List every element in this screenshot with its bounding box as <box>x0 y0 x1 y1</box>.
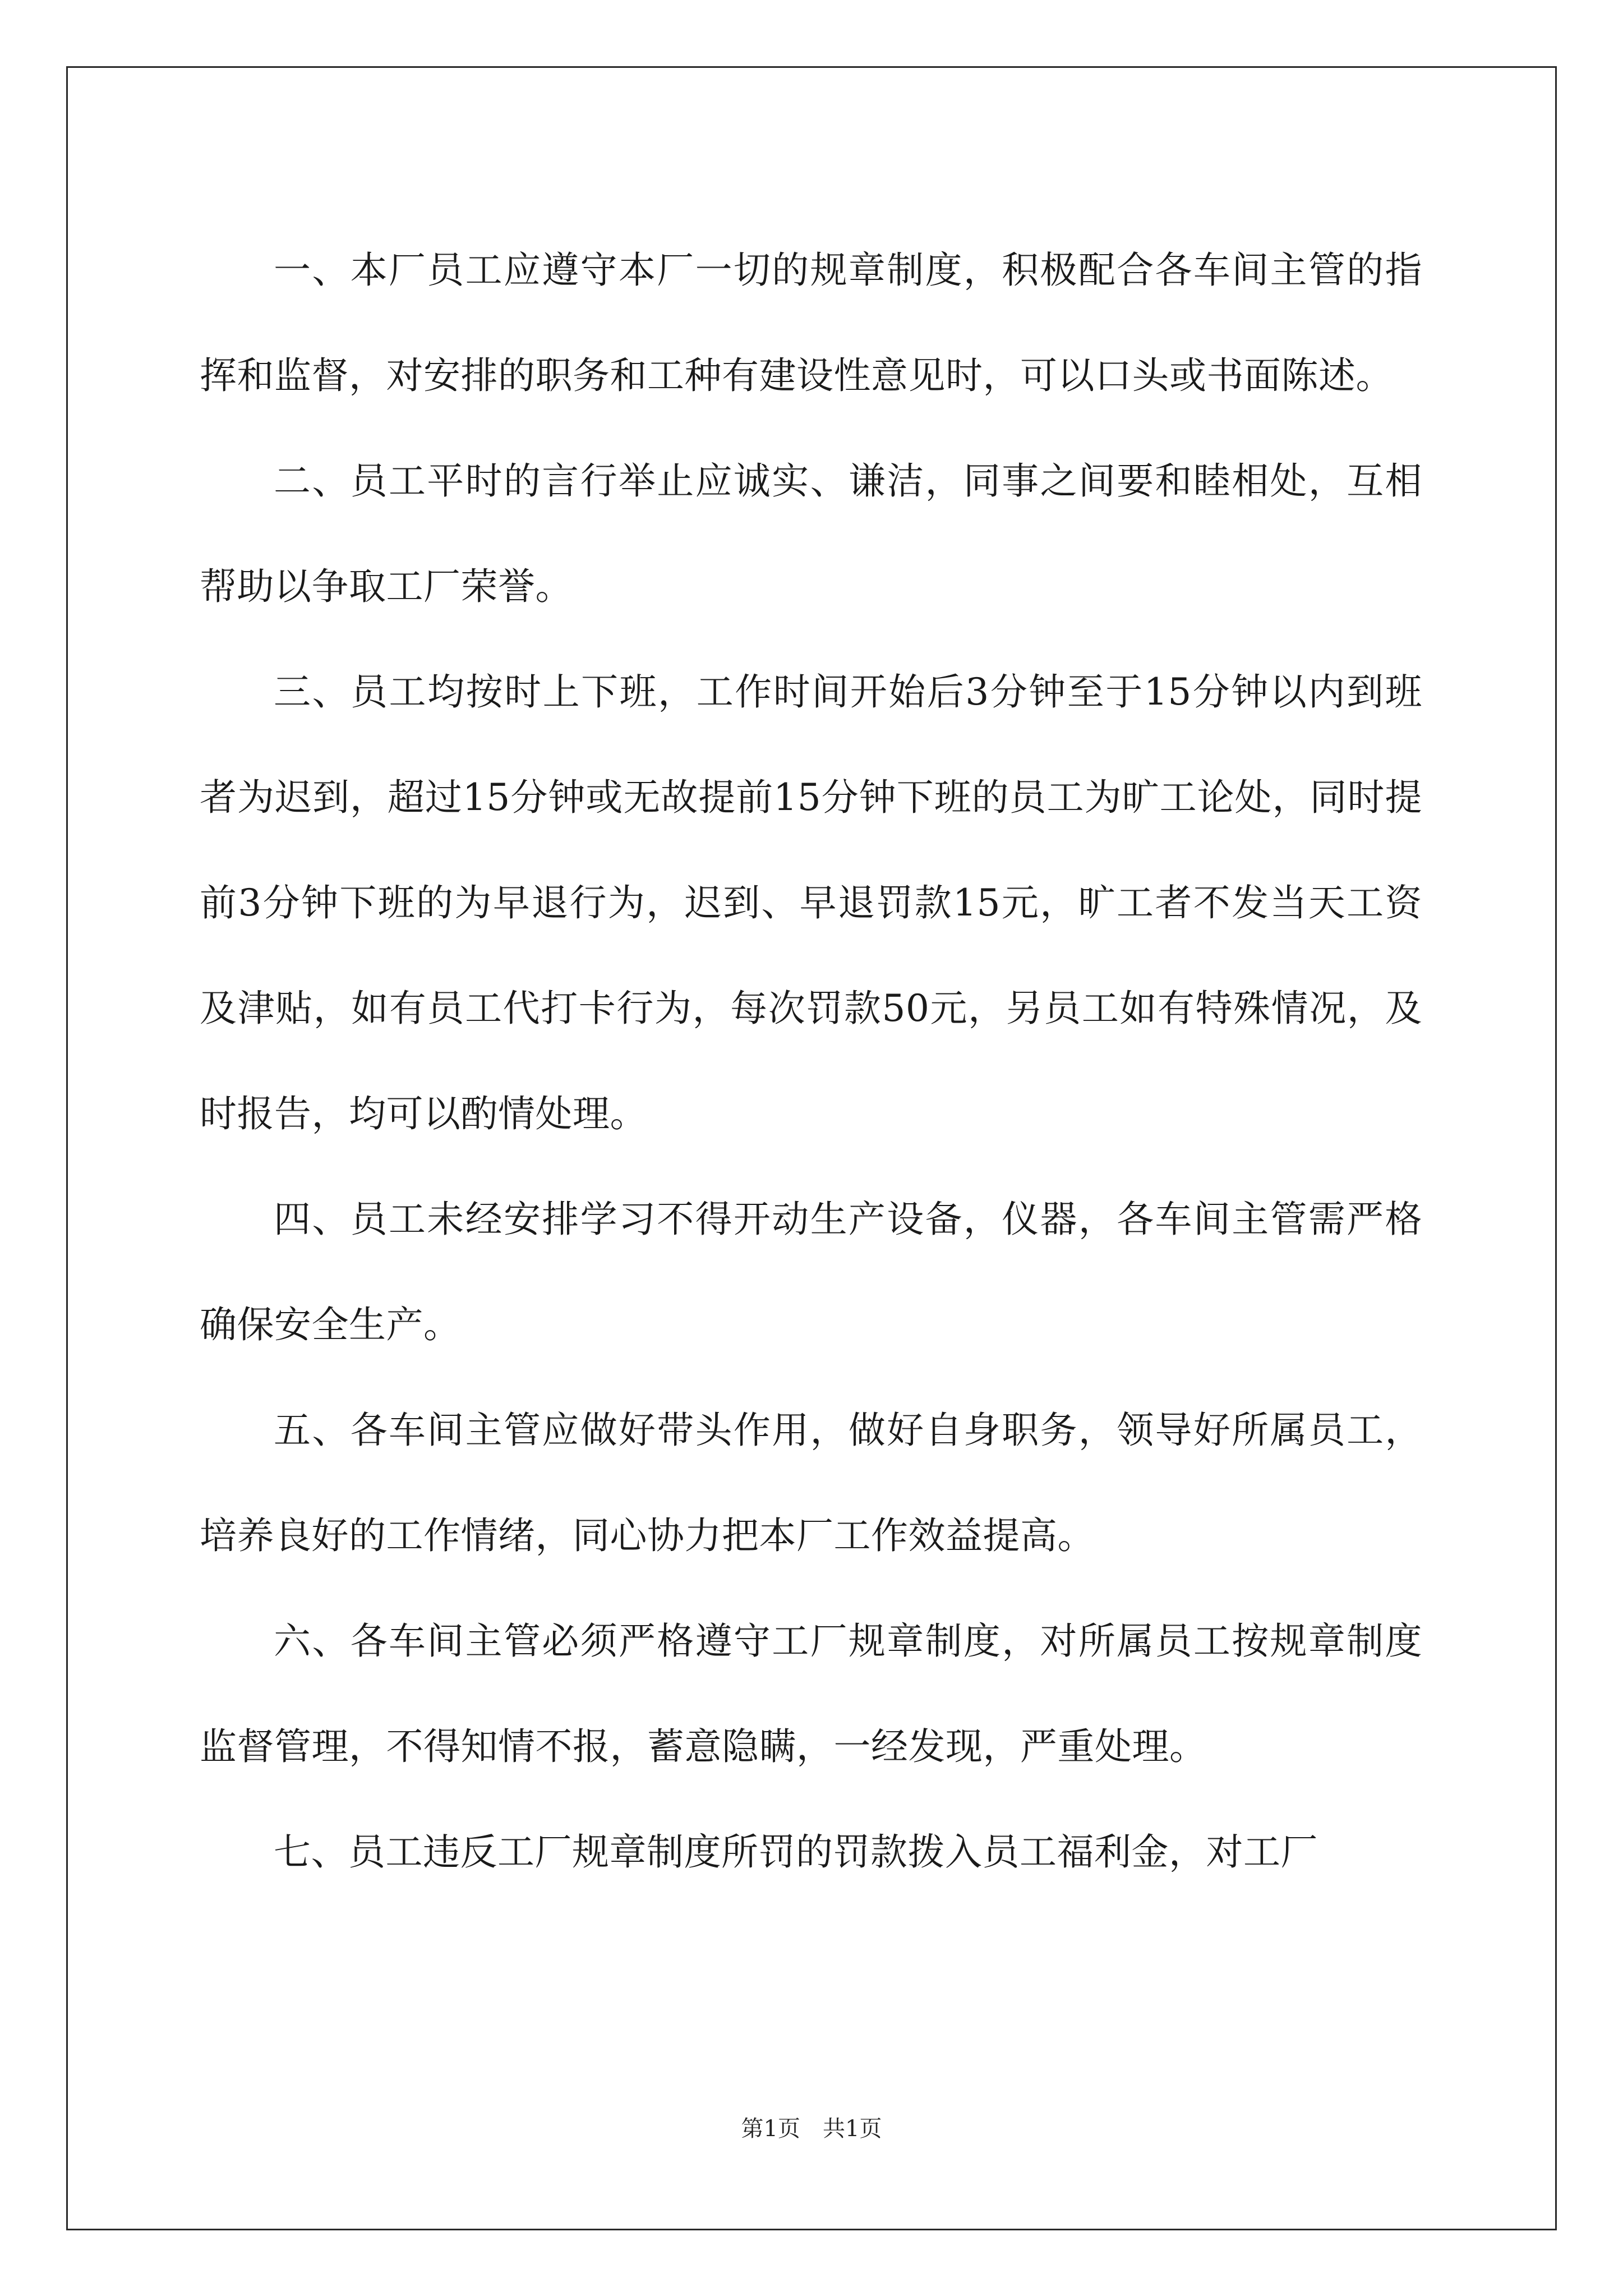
page-number: 第1页 <box>741 2116 800 2142</box>
page-total: 共1页 <box>823 2116 882 2142</box>
page-footer <box>0 2115 1623 2143</box>
paragraph-7: 七、员工违反工厂规章制度所罚的罚款拨入员工福利金，对工厂 <box>274 1830 1318 1874</box>
paragraph-2: 二、员工平时的言行举止应诚实、谦洁，同事之间要和睦相处，互相帮助以争取工厂荣誉。 <box>200 459 1422 608</box>
paragraph-1: 一、本厂员工应遵守本厂一切的规章制度，积极配合各车间主管的指挥和监督，对安排的职务和工种有建设性意见时，可以口头或书面陈述。 <box>200 249 1422 397</box>
document-body <box>200 218 1422 1905</box>
paragraph-6: 六、各车间主管必须严格遵守工厂规章制度，对所属员工按规章制度监督管理，不得知情不报，蓄意隐瞒，一经发现，严重处理。 <box>200 1619 1422 1768</box>
paragraph-4: 四、员工未经安排学习不得开动生产设备，仪器，各车间主管需严格确保安全生产。 <box>200 1198 1422 1346</box>
paragraph-3: 三、员工均按时上下班，工作时间开始后3分钟至于15分钟以内到班者为迟到，超过15分钟或无故提前15分钟下班的员工为旷工论处，同时提前3分钟下班的为早退行为，迟到、早退罚款15元，旷工者不发当天工资及津贴，如有员工代打卡行为，每次罚款50元，另员工如有特殊情况，及时报告，均可以酌情处理。 <box>200 670 1422 1135</box>
paragraph-5: 五、各车间主管应做好带头作用，做好自身职务，领导好所属员工，培养良好的工作情绪，同心协力把本厂工作效益提高。 <box>200 1409 1422 1557</box>
